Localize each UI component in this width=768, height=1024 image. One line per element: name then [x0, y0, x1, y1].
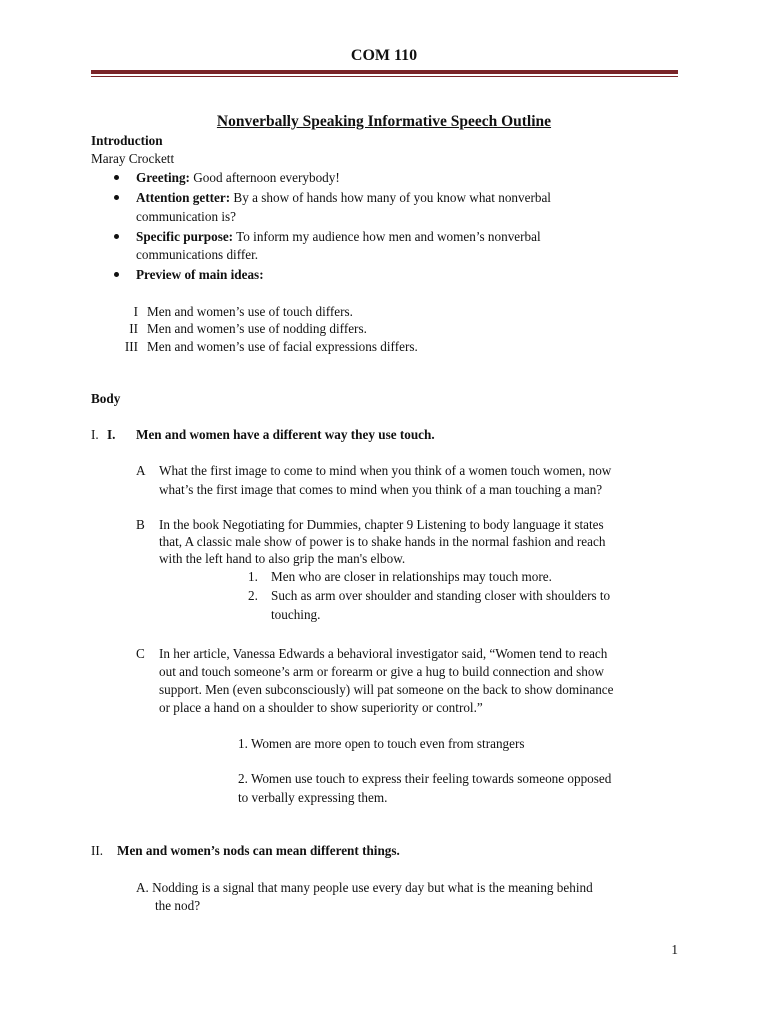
purpose-label: Specific purpose:	[136, 229, 234, 244]
subpoint-text: 2. Women use touch to express their feeling towards someone opposed	[238, 771, 612, 786]
point-text: the nod?	[155, 898, 201, 913]
point-text: What the first image to come to mind when you think of a women touch women, now	[159, 463, 612, 478]
greeting-text: Good afternoon everybody!	[193, 170, 340, 185]
subpoint-text: to verbally expressing them.	[238, 790, 388, 805]
subpoint-text: Such as arm over shoulder and standing closer with shoulders to	[271, 588, 611, 603]
section-heading: Men and women’s nods can mean different things.	[117, 843, 400, 858]
section-number: II.	[91, 843, 104, 858]
point-text: A. Nodding is a signal that many people use every day but what is the meaning behind	[136, 880, 593, 895]
greeting-label: Greeting:	[136, 170, 190, 185]
attention-label: Attention getter:	[136, 190, 231, 205]
page-number: 1	[671, 942, 678, 957]
subpoint-text: touching.	[271, 607, 321, 622]
greeting-item	[136, 170, 340, 186]
point-text: what’s the first image that comes to mind when you think of a man touching a man?	[159, 482, 603, 497]
main-idea-number: III	[124, 339, 138, 354]
purpose-text-cont: communications differ.	[136, 247, 259, 262]
header-rule-thick	[91, 70, 678, 74]
attention-text-cont: communication is?	[136, 209, 236, 224]
main-idea-text: Men and women’s use of facial expressions differs.	[147, 339, 418, 354]
point-label: A	[136, 463, 146, 478]
point-text: or place a hand on a shoulder to show superiority or control.”	[159, 700, 483, 715]
point-text: that, A classic male show of power is to shake hands in the normal fashion and reach	[159, 534, 606, 549]
main-idea-text: Men and women’s use of touch differs.	[147, 304, 353, 319]
bullet-dot	[114, 272, 119, 277]
main-idea-number: II	[129, 321, 138, 336]
point-label: B	[136, 517, 145, 532]
subpoint-text: Men who are closer in relationships may touch more.	[271, 569, 552, 584]
point-text: with the left hand to also grip the man's elbow.	[159, 551, 406, 566]
point-label: C	[136, 646, 145, 661]
point-text: support. Men (even subconsciously) will pat someone on the back to show dominance	[159, 682, 614, 697]
bullet-dot	[114, 234, 119, 239]
bullet-dot	[114, 175, 119, 180]
preview-label: Preview of main ideas:	[136, 267, 264, 282]
main-idea-text: Men and women’s use of nodding differs.	[147, 321, 367, 336]
point-text: out and touch someone’s arm or forearm or give a hug to build connection and show	[159, 664, 604, 679]
subpoint-text: 1. Women are more open to touch even from strangers	[238, 736, 525, 751]
subpoint-number: 1.	[248, 569, 258, 584]
section-prefix: I.	[91, 427, 99, 442]
introduction-heading: Introduction	[91, 133, 163, 148]
course-header: COM 110	[350, 47, 418, 64]
purpose-item	[136, 229, 541, 245]
document-title: Nonverbally Speaking Informative Speech Outline	[216, 113, 552, 130]
section-heading: Men and women have a different way they use touch.	[136, 427, 435, 442]
author-name: Maray Crockett	[91, 151, 175, 166]
purpose-text: To inform my audience how men and women’s nonverbal	[236, 229, 541, 244]
attention-item	[136, 190, 551, 206]
header-rule-thin	[91, 76, 678, 77]
section-number: I.	[107, 427, 116, 442]
subpoint-number: 2.	[248, 588, 258, 603]
point-text: In her article, Vanessa Edwards a behavioral investigator said, “Women tend to reach	[159, 646, 608, 661]
body-heading: Body	[91, 391, 121, 406]
bullet-dot	[114, 195, 119, 200]
point-text: In the book Negotiating for Dummies, chapter 9 Listening to body language it states	[159, 517, 604, 532]
attention-text: By a show of hands how many of you know what nonverbal	[233, 190, 551, 205]
main-idea-number: I	[133, 304, 138, 319]
